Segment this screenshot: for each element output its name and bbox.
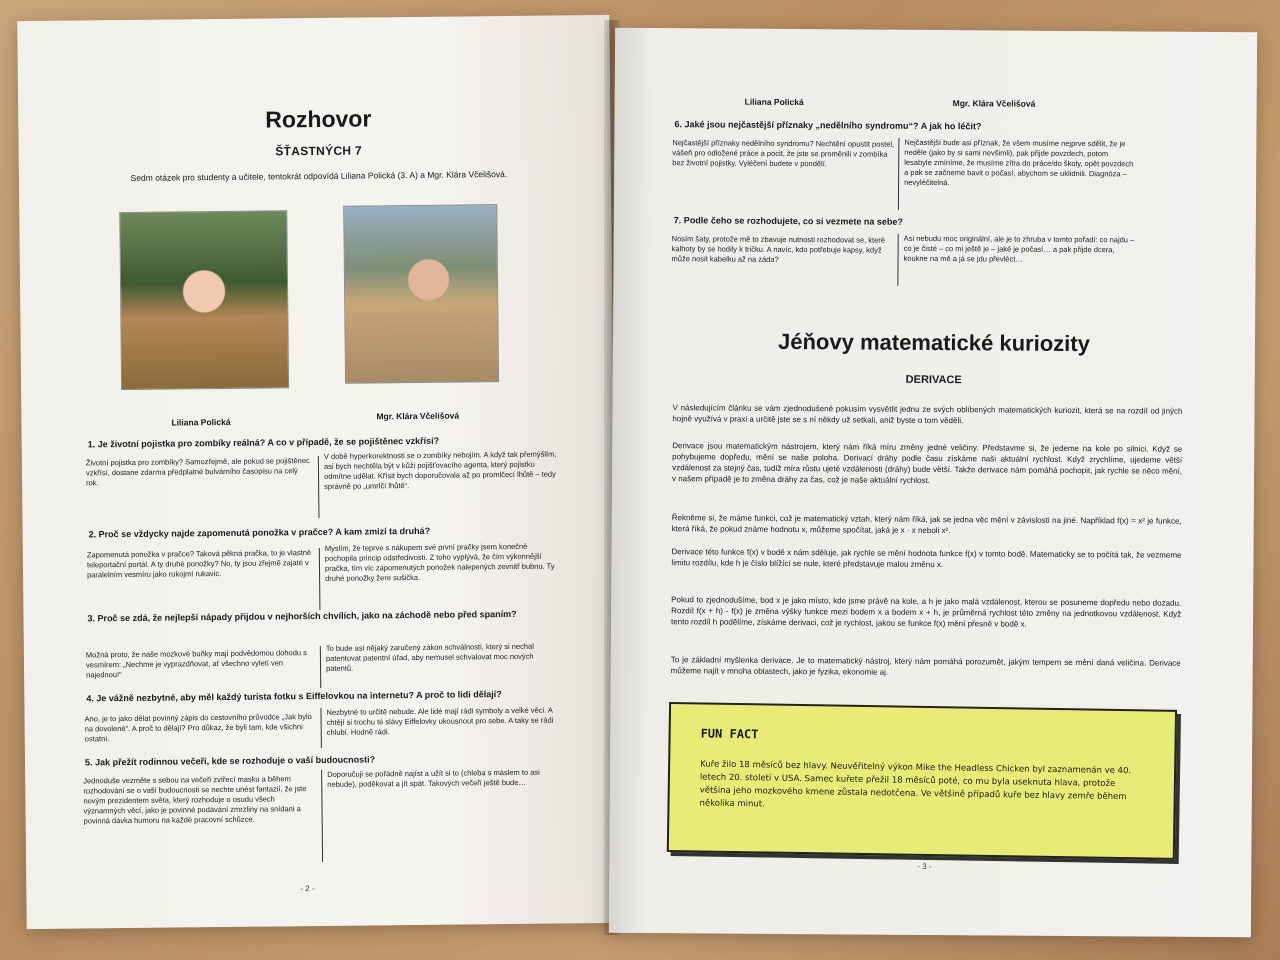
caption-klara: Mgr. Klára Včelišová xyxy=(376,410,460,422)
article-paragraph: V následujícím článku se vám zjednodušeně pokusím vysvětlit jednu ze svých oblíbených matematických kuriozit, která se na rozdíl od jiných hojně využívá v praxi a určitě jste se s ní někdy už setkali, aniž byste o tom věděli. xyxy=(672,403,1183,426)
answer-3-liliana: Možná proto, že naše mozkové buňky mají podvědomou dohodu s vesmírem: „Nechme je vyprazdňovat, ať všechno vyletí ven najednou!“ xyxy=(85,648,307,680)
question-2: 2. Proč se vždycky najde zapomenutá ponožka v pračce? A kam zmizí ta druhá? xyxy=(88,525,431,540)
article-paragraph: To je základní myšlenka derivace. Je to matematický nástroj, který nám pomáhá porozumět, jakým tempem se mění daná veličina. Derivace můžeme najít v mnoha oblastech, jako je fyzika, ekonomie aj. xyxy=(670,655,1181,677)
article-paragraph: Derivace této funkce f(x) v bodě x nám sděluje, jak rychle se mění hodnota funkce f(x) v tomto bodě. Matematicky se to počítá tak, že vezmeme limitu rozdílu, kde h je číslo blížící se nule, které představuje malou změnu x. xyxy=(671,547,1182,570)
column-name-liliana: Liliana Polická xyxy=(744,96,804,108)
photo-liliana xyxy=(119,210,289,390)
answer-2-liliana: Zapomenutá ponožka v pračce? Taková pěkná pračka, to je vlastně teleportační portál. A ty druhé ponožky? No, ty jsou zřejmě zajaté v paralelním vesmíru jako rukojmí rukavic. xyxy=(86,548,312,580)
page-title: Rozhovor xyxy=(265,105,372,133)
column-name-klara: Mgr. Klára Včelišová xyxy=(952,98,1036,109)
column-divider xyxy=(320,646,321,688)
right-page xyxy=(609,28,1257,937)
answer-3-klara: To bude asi nějaký zaručený zákon schválnosti, který si nechal patentovat patentní úřad, aby nemusel schvalovat moc nových patentů. xyxy=(325,641,534,673)
answer-1-liliana: Životní pojistka pro zombíky? Samozřejmě, ale pokud se pojištěnec vzkřísí, dostane zdarma předplatné bulvárního časopisu na celý rok. xyxy=(85,456,310,488)
column-divider xyxy=(320,708,321,748)
fun-fact-box xyxy=(667,702,1177,860)
article-paragraph: Pokud to zjednodušíme, bod x je jako místo, kde jsme právě na kole, a h je jako malá vzdálenost, kterou se posuneme dopředu nebo dozadu. Rozdíl f(x + h) - f(x) je změna výšky funkce mezi bodem x a bodem x + h, je průměrná rychlost této změny na jednotkovou vzdálenost. Když tento rozdíl h podělíme, získáme derivaci, což je rychlost, jakou se funkce f(x) mění přesně v bodě x. xyxy=(670,595,1182,629)
answer-7-klara: Asi nebudu moc originální, ale je to zhruba v tomto pořadí: co najdu – co je čisté – co mi ještě je – jaké je počasí… a pak přijde dcera, koukne na mě a já se jdu převléct… xyxy=(903,233,1135,264)
article-paragraph: Derivace jsou matematickým nástrojem, který nám říká míru změny jedné veličiny. Představme si, že jedeme na kole po silnici. Když se pohybujeme dopředu, mění se naše poloha. Derivací dráhy podle času získáme naši aktuální rychlost. Když zrychlíme, ujedeme větší vzdálenost za stejný čas, tudíž míra růstu ujeté vzdálenosti (dráhy) bude větší. Takže derivace nám pomáhá pochopit, jak rychle se něco mění, v našem případě je to změna dráhy za čas, což je naše aktuální rychlost. xyxy=(671,441,1183,485)
photo-klara xyxy=(343,204,499,384)
page-subtitle: ŠŤASTNÝCH 7 xyxy=(275,143,363,159)
intro-text: Sedm otázek pro studenty a učitele, tentokrát odpovídá Liliana Polická (3. A) a Mgr. Klára Včelišová. xyxy=(130,169,508,183)
article-subtitle: DERIVACE xyxy=(905,373,962,387)
answer-6-liliana: Nejčastější příznaky nedělního syndromu? Nechtění opustit postel, vášeň pro odložené práce a pocit, že jste se proměnili v zombíka bez životní pojistky. Vyléčení budete v pondělí. xyxy=(672,138,895,169)
page-number: - 3 - xyxy=(917,861,932,871)
question-4: 4. Je vážně nezbytné, aby měl každý turista fotku s Eiffelovkou na internetu? A proč to lidi dělají? xyxy=(86,689,502,704)
answer-5-klara: Doporučuji se pořádně najíst a užít si to (chleba s máslem to asi nebude), poděkovat a jít spát. Takových večeří ještě bude… xyxy=(327,767,540,789)
column-divider xyxy=(321,770,323,862)
page-number: - 2 - xyxy=(300,884,315,894)
question-6: 6. Jaké jsou nejčastější příznaky „nedělního syndromu“? A jak ho léčit? xyxy=(674,119,982,132)
answer-4-liliana: Ano, je to jako dělat povinný zápis do cestovního průvodce „Jak bylo na dovolené“. A proč to dělají? Pro důkaz, že byli tam, kde všichni ostatní. xyxy=(84,712,312,744)
article-paragraph: Řekněme si, že máme funkci, což je matematický vztah, který nám říká, jak se jedna věc mění v závislosti na jiné. Například f(x) = x² je funkce, která říká, že pokud známe hodnotu x, můžeme spočítat, jaká je x · x neboli x². xyxy=(671,513,1182,536)
caption-liliana: Liliana Polická xyxy=(171,416,231,428)
answer-4-klara: Nezbytné to určitě nebude. Ale lidé mají rádi symboly a velké věci. A chtějí si trochu té slávy Eiffelovky ukousnout pro sebe. A taky se rádi chlubí. Hodně rádi. xyxy=(326,705,554,737)
column-divider xyxy=(319,548,321,610)
question-7: 7. Podle čeho se rozhodujete, co si vezmete na sebe? xyxy=(673,215,903,227)
answer-7-liliana: Nosím šaty, protože mě to zbavuje nutnosti rozhodovat se, které kalhoty by se hodily k tričku. A navíc, kdo potřebuje kapsy, když může nosit kabelku až na záda? xyxy=(671,234,886,264)
article-title: Jéňovy matematické kuriozity xyxy=(777,328,1090,357)
column-divider xyxy=(318,456,320,518)
fun-fact-text: Kuře žilo 18 měsíců bez hlavy. Neuvěřitelný výkon Mike the Headless Chicken byl zaznamenán ve 40. letech 20. století v USA. Samec kuřete přežil 18 měsíců poté, co mu byla useknuta hlava, protože většina jeho mozkového kmene zůstala nedotčena. Ve většině případů kuře bez hlavy zemře během několika minut. xyxy=(699,759,1132,810)
question-5: 5. Jak přežít rodinnou večeři, kde se rozhoduje o vaší budoucnosti? xyxy=(84,754,376,768)
answer-1-klara: V době hyperkorektnosti se o zombíky nebojím. A když tak přemýšlím, asi bych nechtěla být v kůži pojišťovacího agenta, který pojistku odmítne udělat. Křísit bych doporučovala až po promlčecí lhůtě – tedy správně po „umrlčí lhůtě“. xyxy=(323,449,557,491)
fun-fact-title: FUN FACT xyxy=(700,726,759,742)
left-page xyxy=(17,15,618,929)
answer-2-klara: Myslím, že teprve s nákupem své první pračky jsem konečně pochopila princip odstředivosti. Z toho vyplývá, že čím výkonnější pračka, tím víc zapomenutých ponožek nalepených zevnitř bubnu. Ty druhé ponožky žere sušička. xyxy=(324,541,555,583)
answer-6-klara: Nejčastější bude asi příznak, že všem musíme nejprve sdělit, že je neděle (jako by si sami nevšimli), pak přijde povzdech, potom lesabyle zmíníme, že musíme zítra do práce/do školy, opět povzdech a pak se začneme bavit o počasí, abychom se uklidnili. Diagnóza – nevyléčitelná. xyxy=(904,137,1134,188)
question-3: 3. Proč se zdá, že nejlepší nápady přijdou v nejhorších chvílích, jako na záchodě nebo před spaním? xyxy=(87,608,517,624)
column-divider xyxy=(898,138,900,210)
column-divider xyxy=(897,234,898,286)
question-1: 1. Je životní pojistka pro zombíky reálná? A co v případě, že se pojištěnec vzkřísí? xyxy=(87,435,440,450)
answer-5-liliana: Jednoduše vezměte s sebou na večeři zvířecí masku a během rozhodování se o vaší budoucnosti se nechte unést fantazií, že jste novým prezidentem světa, který rozhoduje o osudu všech významných věcí, jako je povinné podávání zmrzliny na snídani a povinná dávka humoru na každé pracovní schůzce. xyxy=(83,774,307,826)
